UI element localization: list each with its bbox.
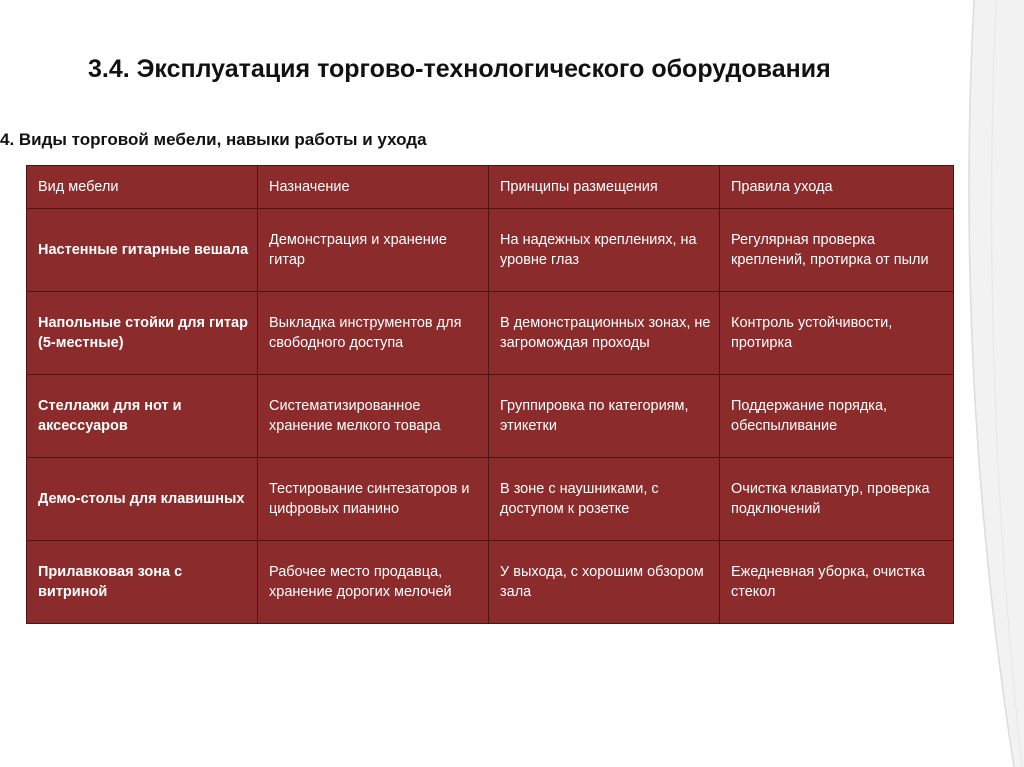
cell-furniture-type: Настенные гитарные вешала	[27, 209, 258, 292]
header-placement-principles: Принципы размещения	[489, 166, 720, 209]
cell-care: Поддержание порядка, обеспыливание	[720, 375, 954, 458]
cell-care: Контроль устойчивости, протирка	[720, 292, 954, 375]
cell-purpose: Выкладка инструментов для свободного доступа	[258, 292, 489, 375]
header-purpose: Назначение	[258, 166, 489, 209]
cell-care: Регулярная проверка креплений, протирка от пыли	[720, 209, 954, 292]
cell-placement: В демонстрационных зонах, не загромождая проходы	[489, 292, 720, 375]
table-row	[27, 541, 954, 624]
table-header-row	[27, 166, 954, 209]
cell-placement: В зоне с наушниками, с доступом к розетке	[489, 458, 720, 541]
cell-purpose: Рабочее место продавца, хранение дорогих мелочей	[258, 541, 489, 624]
table-row	[27, 292, 954, 375]
cell-furniture-type: Стеллажи для нот и аксессуаров	[27, 375, 258, 458]
cell-furniture-type: Прилавковая зона с витриной	[27, 541, 258, 624]
table-row	[27, 209, 954, 292]
cell-furniture-type: Напольные стойки для гитар (5-местные)	[27, 292, 258, 375]
cell-placement: На надежных креплениях, на уровне глаз	[489, 209, 720, 292]
cell-placement: Группировка по категориям, этикетки	[489, 375, 720, 458]
cell-placement: У выхода, с хорошим обзором зала	[489, 541, 720, 624]
header-care-rules: Правила ухода	[720, 166, 954, 209]
table-row	[27, 375, 954, 458]
slide-title: 3.4. Эксплуатация торгово-технологического оборудования	[88, 55, 831, 83]
cell-purpose: Тестирование синтезаторов и цифровых пианино	[258, 458, 489, 541]
slide-subtitle: 4. Виды торговой мебели, навыки работы и ухода	[0, 130, 427, 149]
furniture-table	[26, 165, 954, 624]
cell-furniture-type: Демо-столы для клавишных	[27, 458, 258, 541]
cell-purpose: Систематизированное хранение мелкого товара	[258, 375, 489, 458]
table-row	[27, 458, 954, 541]
cell-care: Ежедневная уборка, очистка стекол	[720, 541, 954, 624]
header-furniture-type: Вид мебели	[27, 166, 258, 209]
cell-purpose: Демонстрация и хранение гитар	[258, 209, 489, 292]
cell-care: Очистка клавиатур, проверка подключений	[720, 458, 954, 541]
